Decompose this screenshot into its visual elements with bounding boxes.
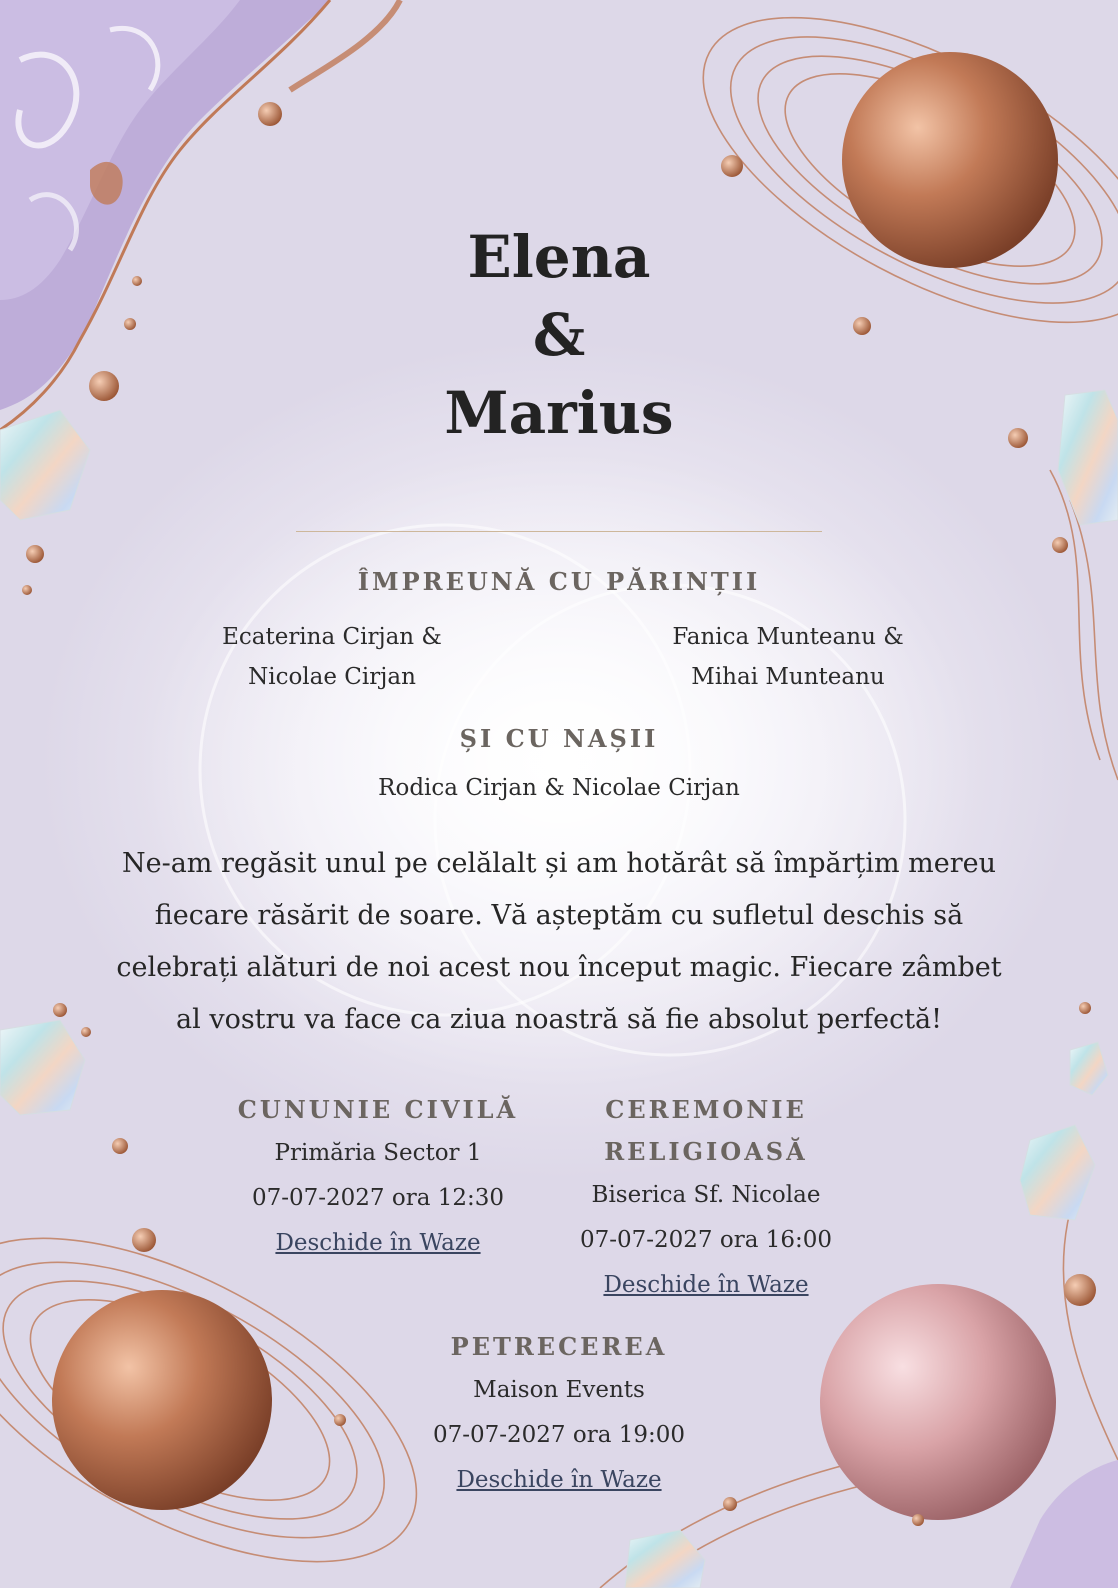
groom-name: Marius [444,379,674,447]
event-party [409,1326,709,1503]
event-datetime: 07-07-2027 ora 12:30 [251,1185,505,1211]
bottom-left-copper-sphere [52,1290,272,1510]
parents-heading: ÎMPREUNĂ CU PĂRINȚII [357,567,761,596]
waze-link-party[interactable]: Deschide în Waze [456,1467,662,1493]
invitation-message: Ne-am regăsit unul pe celălalt și am hotărât să împărțim mereu fiecare răsărit de soare. Vă așteptăm cu sufletul deschis să celebrați alături de noi acest nou început magic. Fiecare zâmbet al vostru va face ca ziua noastră să fie absolut perfectă! [116,848,1002,1035]
bride-name: Elena [467,223,651,291]
event-location: Maison Events [473,1377,645,1403]
bride-parents [200,617,464,697]
event-location: Biserica Sf. Nicolae [591,1182,821,1208]
groom-parents [650,617,926,697]
event-civil-ceremony [228,1089,528,1266]
event-title-line2: RELIGIOASĂ [604,1137,808,1166]
ampersand: & [532,301,586,369]
godparents-names: Rodica Cirjan & Nicolae Cirjan [378,775,740,801]
bride-parents-line2: Nicolae Cirjan [248,664,416,690]
groom-parents-line2: Mihai Munteanu [691,664,885,690]
waze-link-civil[interactable]: Deschide în Waze [275,1230,481,1256]
godparents-heading: ȘI CU NAȘII [459,724,659,753]
bottom-right-pink-sphere [820,1284,1056,1520]
event-religious-ceremony [556,1089,856,1308]
event-title: PETRECEREA [450,1332,668,1361]
groom-parents-line1: Fanica Munteanu & [672,624,904,650]
event-title-line1: CEREMONIE [605,1095,807,1124]
event-location: Primăria Sector 1 [274,1140,482,1166]
bride-parents-line1: Ecaterina Cirjan & [222,624,442,650]
event-datetime: 07-07-2027 ora 16:00 [579,1227,833,1253]
event-title: CUNUNIE CIVILĂ [237,1095,519,1124]
event-datetime: 07-07-2027 ora 19:00 [432,1422,686,1448]
divider-line [296,531,822,532]
waze-link-religious[interactable]: Deschide în Waze [603,1272,809,1298]
couple-names [0,218,1118,452]
